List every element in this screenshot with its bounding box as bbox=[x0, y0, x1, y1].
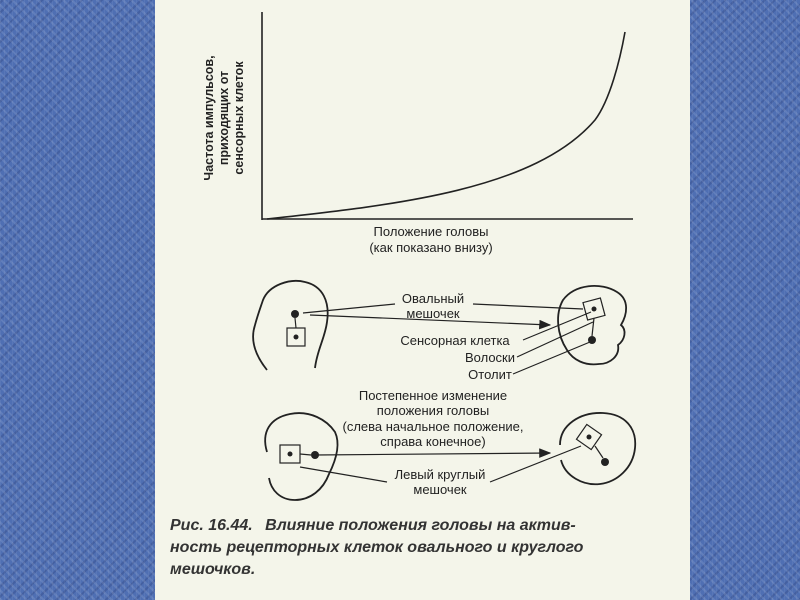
figure-panel bbox=[155, 0, 690, 600]
sensory-cell-dot bbox=[294, 335, 299, 340]
oval-sac-label-2: мешочек bbox=[406, 306, 460, 321]
hair-line bbox=[300, 454, 311, 455]
head-outline bbox=[253, 281, 328, 370]
head-front-left bbox=[265, 413, 337, 500]
change-label-3: (слева начальное положение, bbox=[342, 419, 524, 434]
response-chart bbox=[202, 12, 633, 255]
sensory-cell-pointer bbox=[523, 312, 591, 340]
round-sac-pointer-right bbox=[490, 446, 581, 482]
head-tilted-right bbox=[558, 286, 626, 364]
caption-line-3: мешочков. bbox=[170, 561, 256, 578]
x-label-line-2: (как показано внизу) bbox=[369, 240, 493, 255]
sensory-cell-dot bbox=[288, 452, 293, 457]
head-outline bbox=[560, 413, 635, 484]
hair-line bbox=[592, 318, 594, 336]
otolith-pointer bbox=[513, 342, 590, 374]
head-upright-left bbox=[253, 281, 328, 370]
round-sac-pointer-left bbox=[300, 467, 387, 482]
change-label-2: положения головы bbox=[376, 403, 490, 418]
caption-line-1 bbox=[170, 517, 576, 534]
hair-line bbox=[295, 318, 296, 328]
figure-caption bbox=[170, 517, 584, 578]
sensory-cell-dot bbox=[592, 307, 597, 312]
hairs-label: Волоски bbox=[464, 350, 516, 365]
head-tilted-right-lower bbox=[560, 413, 635, 484]
caption-number: Рис. 16.44. bbox=[170, 517, 253, 534]
x-label-line-1: Положение головы bbox=[373, 224, 489, 239]
figure-svg bbox=[155, 0, 690, 600]
response-curve bbox=[267, 32, 625, 219]
sensory-cell-label: Сенсорная клетка bbox=[400, 333, 510, 348]
y-label-line-3: сенсорных клеток bbox=[232, 61, 246, 175]
sensory-cell-dot bbox=[587, 435, 592, 440]
round-sac-label-1: Левый круглый bbox=[394, 467, 486, 482]
otolith-dot bbox=[601, 458, 609, 466]
change-label-1: Постепенное изменение bbox=[358, 388, 508, 403]
oval-sac-pointer-right bbox=[473, 304, 583, 309]
caption-line-2: ность рецепторных клеток овального и круглого bbox=[170, 539, 584, 556]
position-change-arrow-bottom bbox=[315, 453, 550, 455]
change-label-4: справа конечное) bbox=[380, 434, 486, 449]
head-outline bbox=[558, 286, 626, 364]
head-outline bbox=[265, 413, 337, 500]
caption-text-1: Влияние положения головы на актив- bbox=[265, 517, 576, 534]
oval-sac-pointer-left bbox=[303, 304, 395, 313]
y-label-line-1: Частота импульсов, bbox=[202, 55, 216, 181]
hair-line bbox=[595, 446, 603, 458]
y-axis-label bbox=[202, 55, 246, 180]
y-label-line-2: приходящих от bbox=[217, 70, 231, 166]
round-sac-label-2: мешочек bbox=[413, 482, 467, 497]
oval-sac-label-1: Овальный bbox=[401, 291, 465, 306]
otolith-label: Отолит bbox=[468, 367, 512, 382]
otolith-dot bbox=[291, 310, 299, 318]
